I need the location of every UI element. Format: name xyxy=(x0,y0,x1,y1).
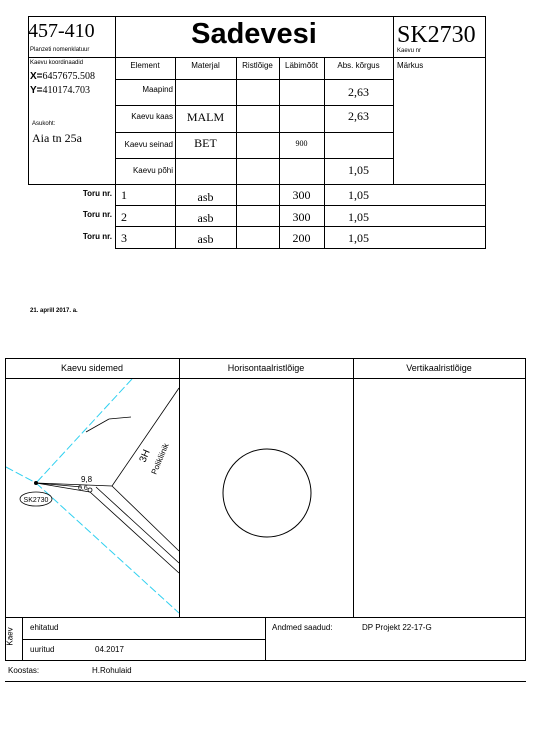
row-element: Kaevu kaas xyxy=(131,112,173,121)
frame-line xyxy=(22,639,265,640)
col-header-diameter: Läbimõõt xyxy=(285,61,318,70)
date: 21. aprill 2017. a. xyxy=(30,308,78,314)
frame-line xyxy=(5,660,526,661)
well-id: SK2730 xyxy=(397,22,476,48)
frame-line xyxy=(28,57,486,58)
col-header-element: Element xyxy=(130,61,160,70)
pipe-lines xyxy=(6,379,179,613)
pipe-line xyxy=(6,467,36,483)
row-abs-height: 2,63 xyxy=(348,109,369,123)
pipe-line xyxy=(36,379,132,483)
building-wall xyxy=(112,486,179,551)
frame-line xyxy=(525,358,526,660)
building-wall xyxy=(96,487,179,563)
pipe-abs-height: 1,05 xyxy=(348,210,369,224)
frame-line xyxy=(5,358,526,359)
location-value: Aia tn 25a xyxy=(32,131,82,145)
pipe-diameter: 200 xyxy=(292,231,311,245)
y-value: 410174.703 xyxy=(42,85,91,96)
status-surveyed-date: 04.2017 xyxy=(95,645,124,654)
table-line xyxy=(115,205,486,206)
x-value: 6457675.508 xyxy=(42,71,96,82)
source-value: DP Projekt 22-17-G xyxy=(362,623,432,632)
row-material: MALM xyxy=(186,110,225,124)
pipe-nr: 3 xyxy=(121,231,127,245)
frame-line xyxy=(353,358,354,617)
connections-sketch xyxy=(6,379,179,617)
status-built: ehitatud xyxy=(30,623,59,632)
pipe-abs-height: 1,05 xyxy=(348,188,369,202)
pipe-label: Toru nr. xyxy=(82,210,112,219)
well-label: SK2730 xyxy=(23,497,49,504)
corner-marker xyxy=(88,488,92,492)
building-wall xyxy=(109,417,131,419)
author-value: H.Rohulaid xyxy=(92,666,132,675)
pipe-material: asb xyxy=(197,211,214,225)
pipe-diameter: 300 xyxy=(292,188,311,202)
sketch-header-connections: Kaevu sidemed xyxy=(60,363,124,373)
pipe-diameter: 300 xyxy=(292,210,311,224)
frame-line xyxy=(28,16,486,17)
col-header-notes: Märkus xyxy=(397,61,424,70)
pipe-abs-height: 1,05 xyxy=(348,231,369,245)
page-title: Sadevesi xyxy=(191,18,317,50)
dimension-label: 6,6 xyxy=(78,485,88,492)
coordinates-label: Kaevu koordinaadid xyxy=(30,60,84,66)
table-line xyxy=(115,158,393,159)
row-element: Maapind xyxy=(142,85,173,94)
table-line xyxy=(115,132,393,133)
row-element: Kaevu seinad xyxy=(124,140,173,149)
source-label: Andmed saadud: xyxy=(272,623,333,632)
frame-line xyxy=(5,681,526,682)
row-element: Kaevu põhi xyxy=(132,166,173,175)
sketch-header-vertical: Vertikaalristlõige xyxy=(406,363,472,373)
frame-line xyxy=(485,16,486,249)
pipe-material: asb xyxy=(197,232,214,246)
row-material: BET xyxy=(194,136,217,150)
table-line xyxy=(115,184,486,185)
col-header-abs-height: Abs. kõrgus xyxy=(337,61,380,70)
plan-number-label: Planzeti nomenklatuur xyxy=(30,47,90,53)
building-number: 3H xyxy=(137,448,153,465)
x-label: X= xyxy=(30,71,43,82)
dimension-label: 9,8 xyxy=(81,475,93,484)
y-label: Y= xyxy=(30,85,43,96)
col-header-section: Ristlõige xyxy=(242,61,273,70)
status-surveyed: uuritud xyxy=(30,645,55,654)
building-wall xyxy=(90,492,179,573)
plan-number: 457-410 xyxy=(28,20,95,42)
building-name: Polikliinik xyxy=(149,441,171,476)
pipe-nr: 1 xyxy=(121,188,127,202)
building-wall xyxy=(112,388,179,486)
col-header-material: Materjal xyxy=(191,61,220,70)
well-circle xyxy=(223,449,311,537)
pipe-label: Toru nr. xyxy=(82,232,112,241)
well-id-label: Kaevu nr xyxy=(397,48,422,54)
well-marker xyxy=(34,481,38,485)
author-label: Koostas: xyxy=(8,666,40,675)
pipe-material: asb xyxy=(197,190,214,204)
x-coordinate xyxy=(30,71,95,82)
table-line xyxy=(115,79,393,80)
table-line xyxy=(236,57,237,249)
table-line xyxy=(115,226,486,227)
table-line xyxy=(115,248,486,249)
side-label: Kaev xyxy=(5,627,15,646)
pipe-nr: 2 xyxy=(121,210,127,224)
row-diameter: 900 xyxy=(295,139,308,148)
y-coordinate xyxy=(30,85,90,96)
row-abs-height: 2,63 xyxy=(348,85,369,99)
pipe-line xyxy=(36,483,179,613)
building-wall xyxy=(86,419,109,432)
frame-line xyxy=(393,16,394,184)
horizontal-section xyxy=(180,379,353,617)
row-abs-height: 1,05 xyxy=(348,163,369,177)
frame-line xyxy=(28,184,115,185)
pipe-label: Toru nr. xyxy=(82,189,112,198)
table-line xyxy=(115,105,393,106)
building-outline xyxy=(36,388,179,573)
frame-line xyxy=(265,617,266,660)
location-label: Asukoht: xyxy=(32,121,56,127)
sketch-header-horizontal: Horisontaalristlõige xyxy=(227,363,305,373)
